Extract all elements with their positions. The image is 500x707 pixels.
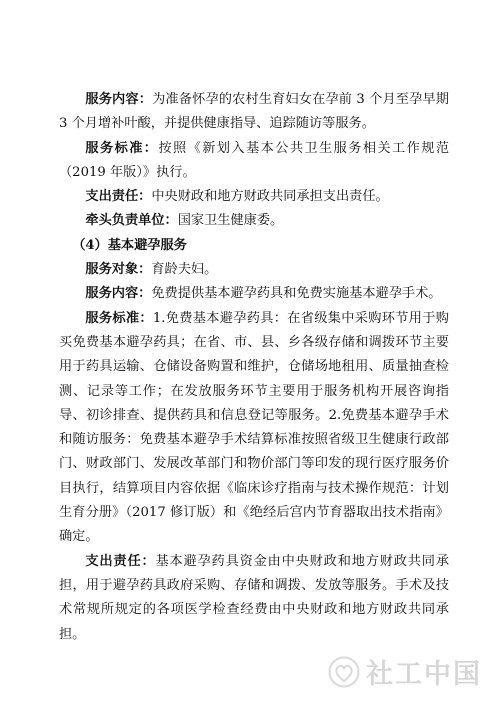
term-label: 服务标准： xyxy=(85,140,159,156)
term-label: 服务对象： xyxy=(85,262,152,278)
paragraph-service-target xyxy=(59,258,449,282)
document-body xyxy=(59,88,449,647)
term-label: 牵头负责单位： xyxy=(85,213,178,229)
term-label: 支出责任： xyxy=(85,189,152,205)
term-label: 服务内容： xyxy=(85,92,153,107)
term-label: 支出责任： xyxy=(85,553,156,569)
term-label: 服务内容： xyxy=(85,286,152,302)
paragraph-lead-unit xyxy=(59,209,449,233)
paragraph-text: 为准备怀孕的农村生育妇女在孕前 3 个月至孕早期 3 个月增补叶酸，并提供健康指导、追踪随访等服务。 xyxy=(59,92,449,132)
watermark xyxy=(328,652,482,691)
paragraph-expenditure-2 xyxy=(59,550,449,647)
term-label: 服务标准： xyxy=(85,310,153,326)
paragraph-text: 育龄夫妇。 xyxy=(151,262,218,278)
paragraph-text: 1.免费基本避孕药具：在省级集中采购环节用于购买免费基本避孕药具；在省、市、县、乡各级存储和调拨环节主要用于药具运输、仓储设备购置和维护，仓储场地租用、质量抽查检测、记录等工作；在发放服务环节主要用于服务机构开展咨询指导、初诊排查、提供药具和信息登记等服务。2.免费基本避孕手术和随访服务：免费基本避孕手术结算标准按照省级卫生健康行政部门、财政部门、发展改革部门和物价部门等印发的现行医疗服务价目执行，结算项目内容依据《临床诊疗指南与技术操作规范：计划生育分册》（2017 修订版）和《绝经后宫内节育器取出技术指南》确定。 xyxy=(59,310,449,545)
paragraph-service-content-2 xyxy=(59,282,449,306)
paragraph-service-content xyxy=(59,88,449,137)
paragraph-service-standard xyxy=(59,137,449,186)
paragraph-expenditure xyxy=(59,185,449,209)
section-heading: （4）基本避孕服务 xyxy=(72,237,187,253)
watermark-text: 社工中国 xyxy=(366,659,482,690)
paragraph-text: 免费提供基本避孕药具和免费实施基本避孕手术。 xyxy=(151,286,442,302)
paragraph-text: 中央财政和地方财政共同承担支出责任。 xyxy=(151,189,389,205)
paragraph-text: 基本避孕药具资金由中央财政和地方财政共同承担，用于避孕药具政府采购、存储和调拨、发放等服务。手术及技术常规所规定的各项医学检查经费由中央财政和地方财政共同承担。 xyxy=(59,553,450,642)
paragraph-service-standard-2 xyxy=(59,307,449,550)
paragraph-text: 按照《新划入基本公共卫生服务相关工作规范（2019 年版）》执行。 xyxy=(59,140,450,180)
paragraph-text: 国家卫生健康委。 xyxy=(177,213,284,229)
social-work-heart-logo-icon xyxy=(328,656,360,688)
